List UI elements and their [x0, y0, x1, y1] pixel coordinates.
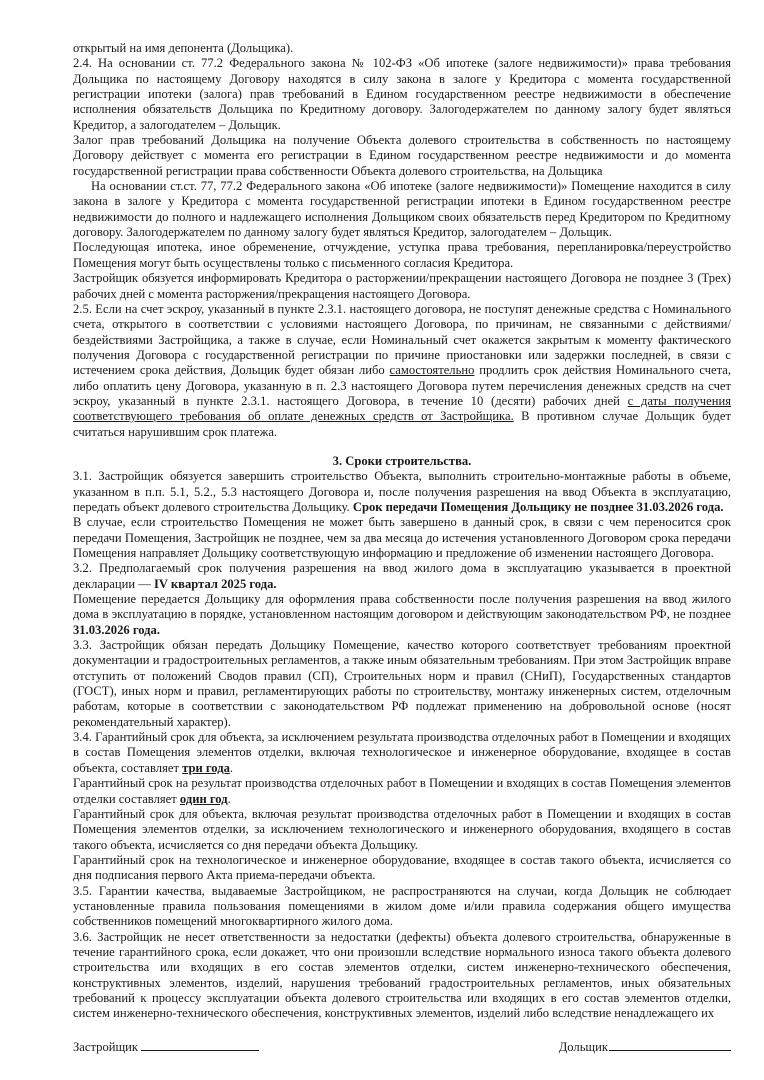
- underlined-text: самостоятельно: [389, 363, 475, 378]
- signature-block: [73, 1038, 731, 1055]
- paragraph-2-5: [73, 302, 731, 440]
- document-page: [73, 41, 731, 1022]
- bold-underlined-text: один год: [179, 791, 228, 806]
- text: 3.2. Предполагаемый срок получения разрешения на ввод жилого дома в эксплуатацию указывается в проектной декларации —: [73, 561, 731, 591]
- developer-label: Застройщик: [73, 1040, 139, 1054]
- paragraph-transfer: [73, 592, 731, 638]
- text: .: [229, 760, 234, 775]
- developer-signature: [73, 1038, 259, 1055]
- text: .: [227, 791, 231, 806]
- section-3-title: 3. Сроки строительства.: [332, 453, 472, 468]
- paragraph-subsequent-mortgage: Последующая ипотека, иное обременение, отчуждение, уступка права требования, перепланировка/переустройство Помещения могут быть осуществлены только с письменного согласия Кредитора.: [73, 240, 731, 270]
- shareholder-label: Дольщик: [558, 1040, 608, 1054]
- paragraph-3-4: [73, 730, 731, 776]
- bold-underlined-text: три года: [182, 760, 230, 775]
- bold-text: IV квартал 2025 года.: [154, 576, 277, 591]
- paragraph-3-6: 3.6. Застройщик не несет ответственности за недостатки (дефекты) объекта долевого строительства, обнаруженные в течение гарантийного срока, если докажет, что они произошли вследствие нормального износа такого объекта долевого строительства или входящих в его состав элементов отделки, систем инженерно-технического обеспечения, конструктивных элементов, изделий, нарушения требований градостроительных регламентов, иных обязательных требований к процессу эксплуатации объекта долевого строительства или входящих в его состав элементов отделки, систем инженерно-технического обеспечения, конструктивных элементов, изделий либо вследствие ненадлежащего их: [73, 929, 731, 1021]
- paragraph-finishing-warranty: [73, 776, 731, 807]
- bold-text: 31.03.2026 года.: [73, 622, 160, 637]
- developer-signature-line[interactable]: [141, 1038, 259, 1051]
- paragraph-3-2: [73, 561, 731, 592]
- paragraph-3-1: [73, 469, 731, 515]
- paragraph-equipment-warranty: Гарантийный срок на технологическое и инженерное оборудование, входящее в состав такого объекта, исчисляется со дня подписания первого Акта приема-передачи объекта.: [73, 852, 731, 883]
- paragraph-pledge-rights: Залог прав требований Дольщика на получение Объекта долевого строительства в собственность по настоящему Договору действует с момента его регистрации в Едином государственном реестре недвижимости и до момента государственной регистрации права собственности Объекта долевого строительства, на Дольщика: [73, 133, 731, 178]
- text: Гарантийный срок на результат производства отделочных работ в Помещении и входящих в состав Помещения элементов отделки составляет: [73, 776, 731, 806]
- paragraph-3-3: 3.3. Застройщик обязан передать Дольщику Помещение, качество которого соответствует требованиям проектной документации и градостроительных регламентов, а также иным обязательным требованиям. При этом Застройщик вправе отступить от положений Сводов правил (СП), Строительных норм и правил (СНиП), Государственных стандартов (ГОСТ), иных норм и правил, регламентирующих работы по строительству, монтажу инженерных систем, отделочным работам, которые в соответствии с законодательством РФ подлежат применению на добровольной основе (носят рекомендательный характер).: [73, 638, 731, 729]
- paragraph-warranty-start: Гарантийный срок для объекта, включая результат производства отделочных работ в Помещении и входящих в состав Помещения элементов отделки, за исключением технологического и инженерного оборудования, входящего в состав такого объекта, исчисляется со дня передачи объекта Дольщику.: [73, 806, 731, 852]
- text: В противном случае Дольщик будет считаться нарушившим срок платежа.: [73, 409, 732, 439]
- text: 2.5. Если на счет эскроу, указанный в пункте 2.3.1. настоящего договора, не поступят денежные средства с Номинального счета, открытого в соответствии с условиями настоящего Договора, по причинам, не связанными с действиями/бездействиями Застройщика, а также в случае, если Номинальный счет окажется закрытым к моменту фактического получения Договора с государственной регистрации по причине приостановки или задержки последней, в связи с истечением срока действия, Дольщик будет обязан либо: [73, 301, 731, 378]
- shareholder-signature-line[interactable]: [609, 1038, 731, 1051]
- bold-text: Срок передачи Помещения Дольщику не позднее 31.03.2026 года.: [352, 499, 724, 514]
- text: 3.1. Застройщик обязуется завершить строительство Объекта, выполнить строительно-монтажные работы в объеме, указанном в п.п. 5.1, 5.2., 5.3 настоящего Договора и, после получения разрешения на ввод Объекта в эксплуатацию, передать объект долевого строительства Дольщику.: [73, 469, 731, 514]
- paragraph-mortgage-basis: На основании ст.ст. 77, 77.2 Федерального закона «Об ипотеке (залоге недвижимости)» Помещение находится в силу закона в залоге у Кредитора с момента государственной регистрации ипотеки в Едином государственном реестре недвижимости до полного и надлежащего исполнения Дольщиком своих обязательств перед Кредитором по Кредитному договору. Залогодержателем по данному залогу будет являться Кредитор, залогодателем – Дольщик.: [73, 179, 731, 240]
- text: продлить срок действия Номинального счета, либо оплатить цену Договора, указанную в п. 2.3 настоящего Договора путем перечисления денежных средств на счет эскроу, указанный в пункте 2.3.1. настоящего Договора, в течение 10 (десяти) рабочих дней: [73, 363, 731, 408]
- paragraph-inform-creditor: Застройщик обязуется информировать Кредитора о расторжении/прекращении настоящего Договора не позднее 3 (Трех) рабочих дней с момента расторжения/прекращения настоящего Договора.: [73, 271, 731, 301]
- paragraph-deponent: открытый на имя депонента (Дольщика).: [73, 41, 294, 55]
- paragraph-delay: В случае, если строительство Помещения не может быть завершено в данный срок, в связи с чем переносится срок передачи Помещения, Застройщик не позднее, чем за два месяца до истечения установленного Договором срока передачи Помещения направляет Дольщику соответствующую информацию и предложение об изменении настоящего Договора.: [73, 515, 731, 560]
- text: Помещение передается Дольщику для оформления права собственности после получения разрешения на ввод жилого дома в эксплуатацию в порядке, установленном настоящим договором и действующим законодательством РФ, не позднее: [73, 592, 731, 622]
- paragraph-2-4: 2.4. На основании ст. 77.2 Федерального закона № 102-ФЗ «Об ипотеке (залоге недвижимости)» права требования Дольщика по настоящему Договору находятся в силу закона в залоге у Кредитора с момента государственной регистрации ипотеки (залога) прав требований в Едином государственном реестре недвижимости в обеспечение исполнения обязательств Дольщика по Кредитному договору. Залогодержателем по данному залогу будет являться Кредитор, а залогодателем – Дольщик.: [73, 56, 731, 132]
- paragraph-3-5: 3.5. Гарантии качества, выдаваемые Застройщиком, не распространяются на случаи, когда Дольщик не соблюдает установленные правила пользования помещениями в жилом доме и/или правила содержания общего имущества собственников помещений многоквартирного жилого дома.: [73, 883, 731, 929]
- underlined-text: с даты получения соответствующего требования об оплате денежных средств от Застройщика.: [73, 393, 731, 424]
- text: 3.4. Гарантийный срок для объекта, за исключением результата производства отделочных работ в Помещении и входящих в состав Помещения элементов отделки, включая технологическое и инженерное оборудование, входящее в состав объекта, составляет: [73, 730, 731, 775]
- shareholder-signature: [559, 1038, 731, 1055]
